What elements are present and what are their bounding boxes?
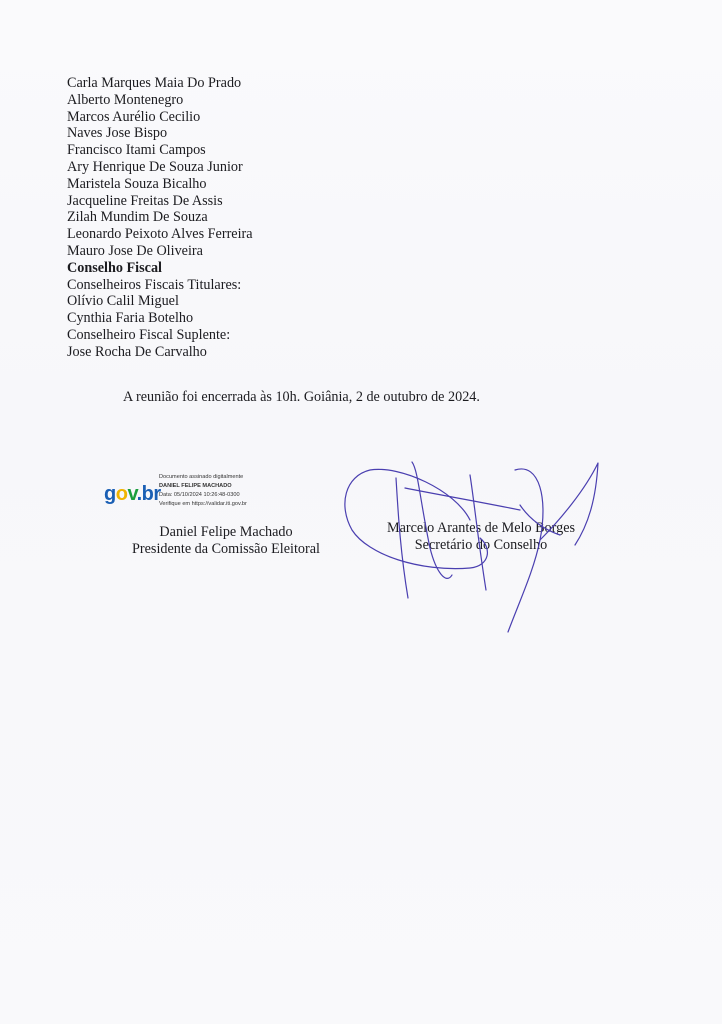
signatory-left <box>110 524 342 558</box>
member-name: Conselheiro Fiscal Suplente: <box>67 326 231 343</box>
govbr-stamp-date: Data: 05/10/2024 10:26:48-0300 <box>159 492 240 498</box>
member-name: Cynthia Faria Botelho <box>67 310 194 327</box>
govbr-stamp-verify: Verifique em https://validar.iti.gov.br <box>159 501 247 507</box>
member-name: Conselheiros Fiscais Titulares: <box>67 276 242 293</box>
signatory-right <box>372 520 590 554</box>
member-name: Mauro Jose De Oliveira <box>67 242 203 259</box>
govbr-stamp-text <box>159 473 247 509</box>
signatory-left-role: Presidente da Comissão Eleitoral <box>132 541 320 557</box>
member-name: Leonardo Peixoto Alves Ferreira <box>67 226 253 243</box>
member-list <box>67 75 253 361</box>
member-name: Jacqueline Freitas De Assis <box>67 192 223 209</box>
member-name: Ary Henrique De Souza Junior <box>67 158 243 175</box>
member-name: Naves Jose Bispo <box>67 125 168 142</box>
member-name: Marcos Aurélio Cecilio <box>67 108 201 125</box>
member-name: Olívio Calil Miguel <box>67 293 179 310</box>
govbr-stamp-signer: DANIEL FELIPE MACHADO <box>159 483 232 489</box>
member-name: Francisco Itami Campos <box>67 142 206 159</box>
govbr-stamp-line1: Documento assinado digitalmente <box>159 474 244 480</box>
member-name: Maristela Souza Bicalho <box>67 175 207 192</box>
section-heading: Conselho Fiscal <box>67 259 162 276</box>
govbr-logo: gov.br <box>104 483 161 505</box>
member-name: Carla Marques Maia Do Prado <box>67 75 242 91</box>
member-name: Alberto Montenegro <box>67 91 184 108</box>
signatory-right-role: Secretário do Conselho <box>414 537 548 553</box>
signatory-left-name: Daniel Felipe Machado <box>159 524 293 540</box>
member-name: Zilah Mundim De Souza <box>67 209 208 226</box>
member-name: Jose Rocha De Carvalho <box>67 343 207 360</box>
govbr-digital-signature-stamp <box>104 473 304 513</box>
signatory-right-name: Marcelo Arantes de Melo Borges <box>386 520 576 536</box>
closing-statement: A reunião foi encerrada às 10h. Goiânia, 2 de outubro de 2024. <box>123 389 480 405</box>
